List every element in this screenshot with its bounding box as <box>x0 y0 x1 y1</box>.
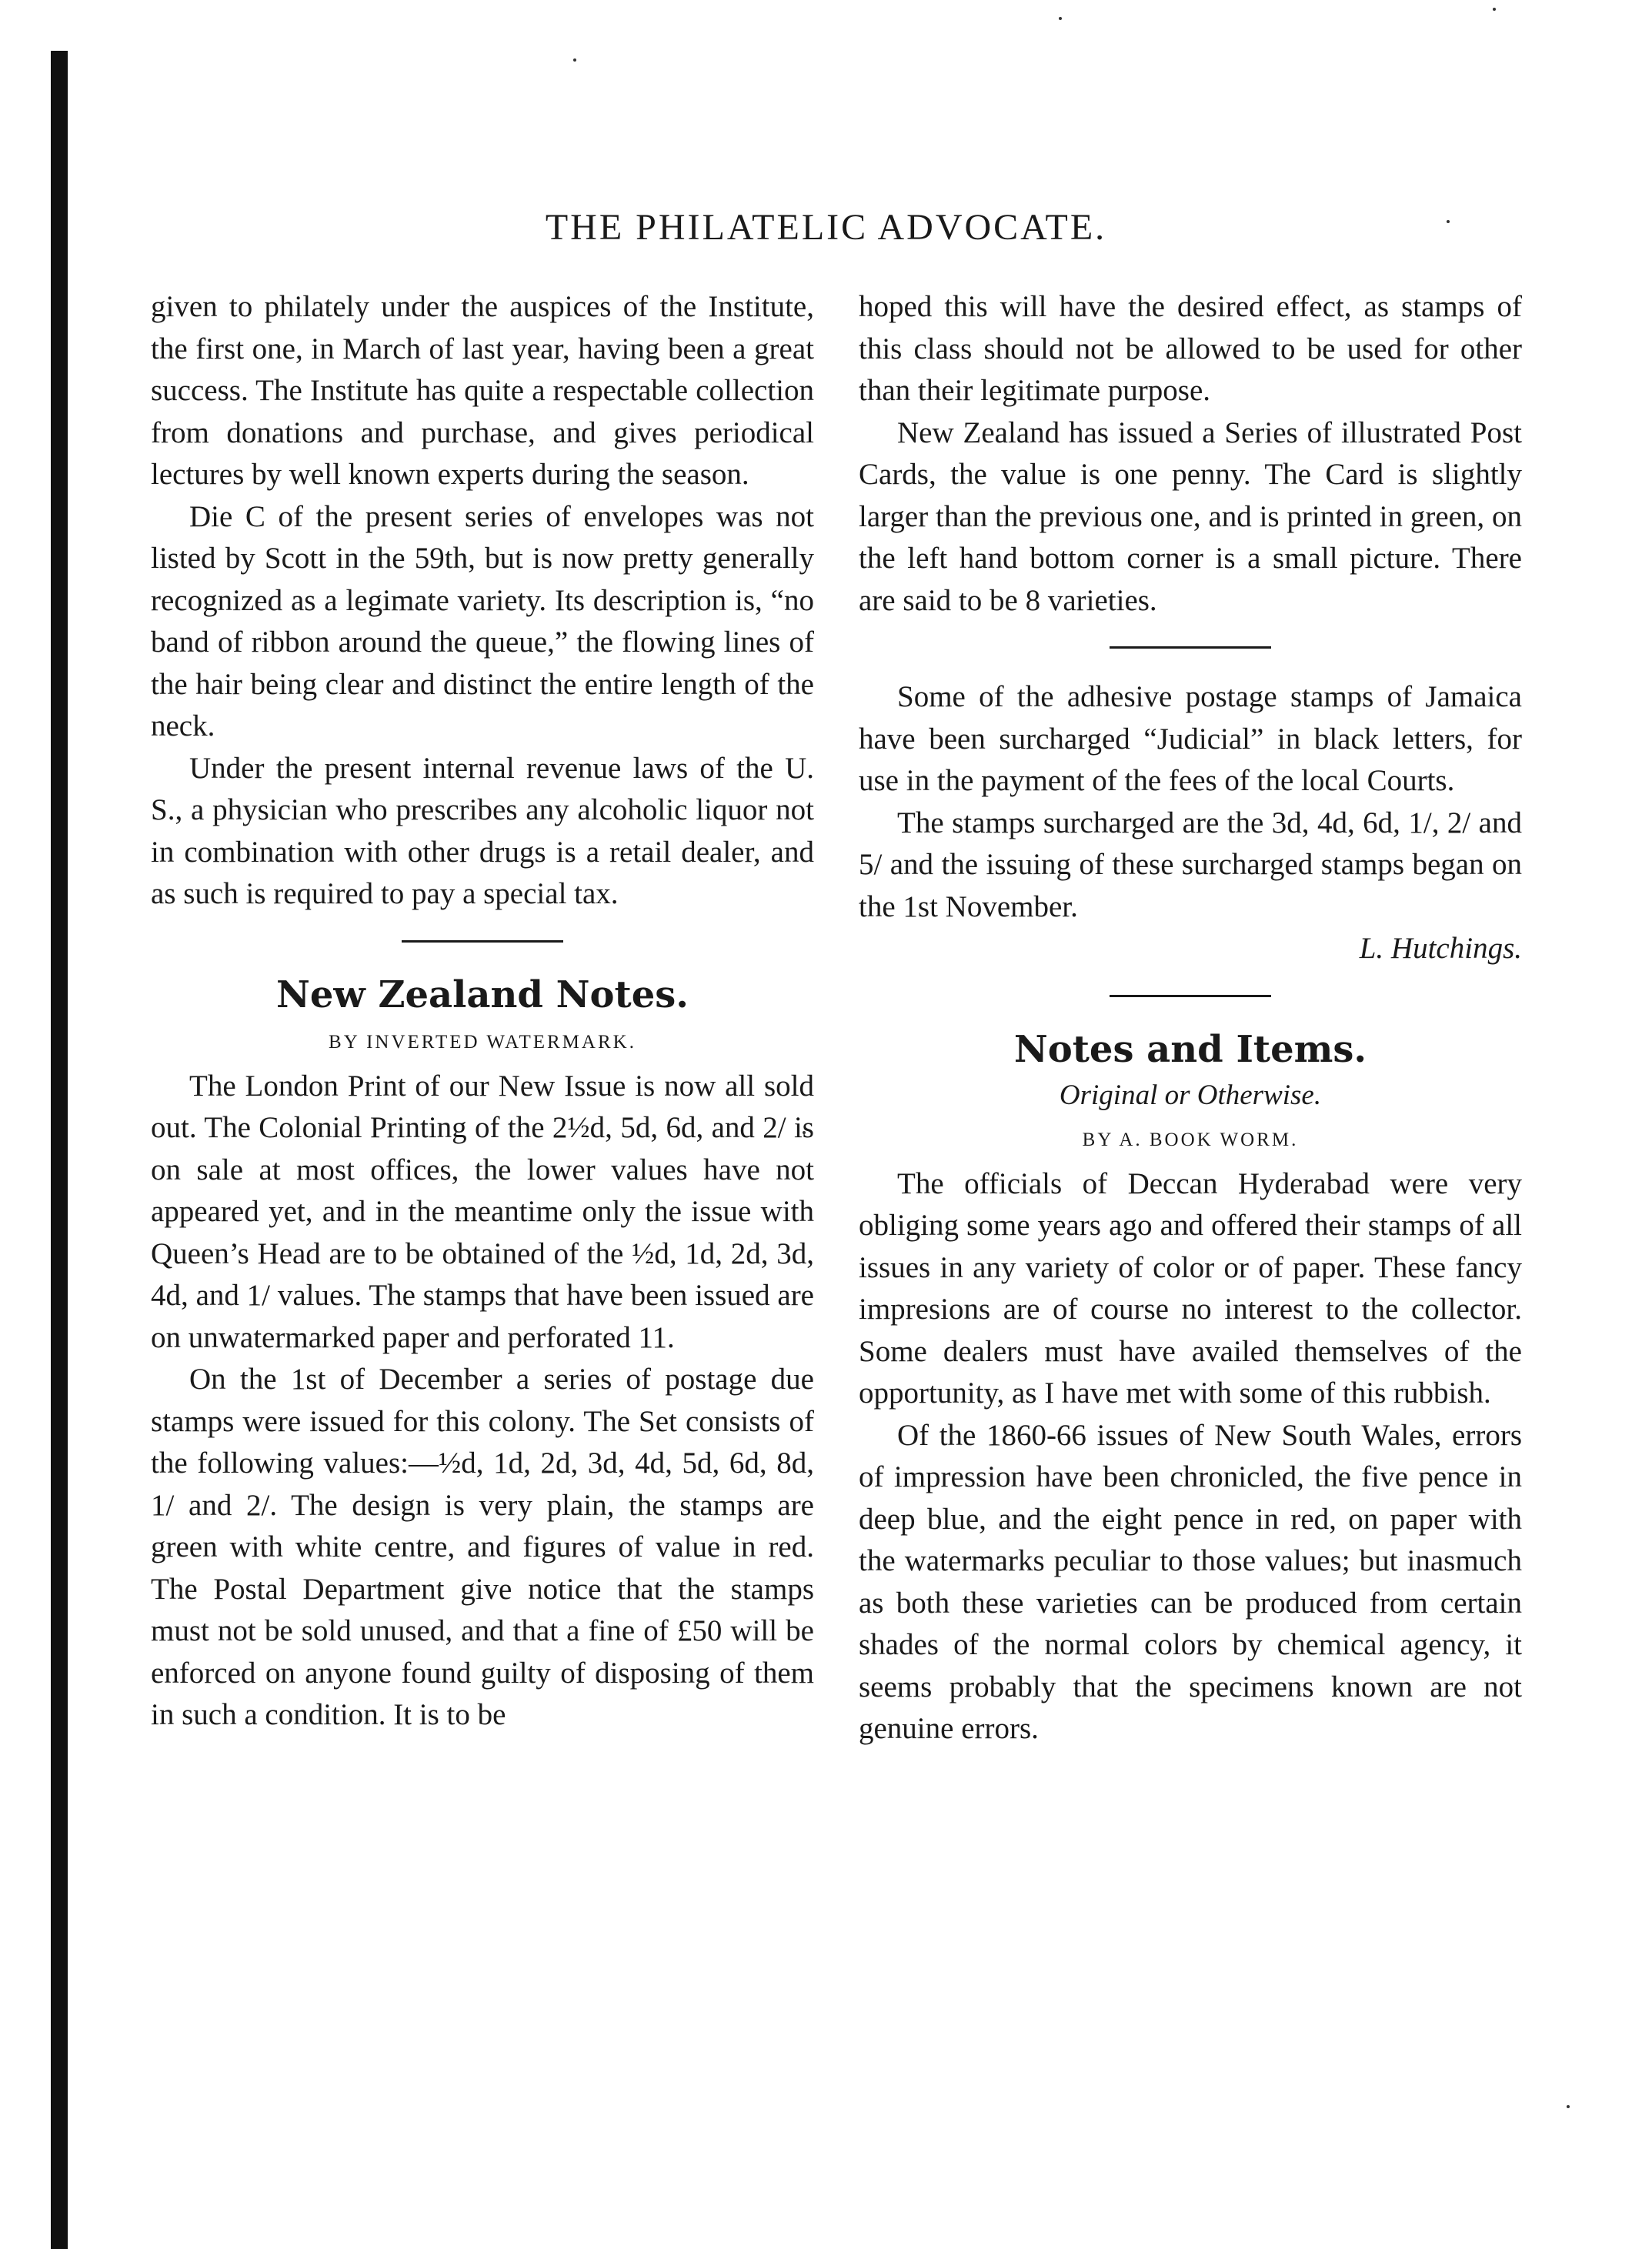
scan-speck <box>573 58 576 62</box>
paragraph: The stamps surcharged are the 3d, 4d, 6d, 1/, 2/ and 5/ and the issuing of these surcharged stamps began on the 1st November. <box>859 806 1522 923</box>
paragraph: New Zealand has issued a Series of illustrated Post Cards, the value is one penny. The Card is slightly larger than the previous one, and is printed in green, on the left hand bottom corner is a small picture. There are said to be 8 varieties. <box>859 415 1522 617</box>
signature-row <box>859 928 1522 970</box>
right-column <box>859 286 1522 1750</box>
paragraph: Die C of the present series of envelopes was not listed by Scott in the 59th, but is now pretty generally recognized as a legimate variety. Its description is, “no band of ribbon around the queue,” the flowing lines of the hair being clear and distinct the entire length of the neck. <box>151 499 814 742</box>
article-byline: BY INVERTED WATERMARK. <box>329 1031 636 1053</box>
scan-binding-edge <box>51 51 68 2249</box>
left-column <box>151 286 814 1737</box>
paragraph: The officials of Deccan Hyderabad were very obliging some years ago and offered their stamps of all issues in any variety of color or of paper. These fancy impresions are of course no interest to the collector. Some dealers must have availed themselves of the opportunity, as I have met with some of this rubbish. <box>859 1166 1522 1410</box>
paragraph: Of the 1860-66 issues of New South Wales, errors of impression have been chronicled, the five pence in deep blue, and the eight pence in red, on paper with the watermarks peculiar to those values; but inasmuch as both these varieties can be produced from certain shades of the normal colors by chemical agency, it seems probably that the specimens known are not genuine errors. <box>859 1418 1522 1745</box>
running-head: THE PHILATELIC ADVOCATE. <box>545 207 1107 248</box>
paragraph: given to philately under the auspices of the Institute, the first one, in March of last year, having been a great success. The Institute has quite a respectable collection from donations and purchase, and gives periodical lectures by well known experts during the season. <box>151 290 814 491</box>
signature: L. Hutchings. <box>1359 932 1522 965</box>
paragraph: Under the present internal revenue laws of the U. S., a physician who prescribes any alcoholic liquor not in combination with other drugs is a retail dealer, and as such is required to pay a special tax. <box>151 751 814 910</box>
section-divider <box>402 940 563 943</box>
paragraph: hoped this will have the desired effect, as stamps of this class should not be allowed to be used for other than their legitimate purpose. <box>859 290 1522 407</box>
article-title: Notes and Items. <box>1013 1027 1367 1071</box>
article-byline: BY A. BOOK WORM. <box>1082 1129 1299 1150</box>
scan-speck <box>1567 2105 1570 2108</box>
section-divider <box>1110 995 1271 997</box>
paragraph: The London Print of our New Issue is now all sold out. The Colonial Printing of the 2½d, 5d, 6d, and 2/ is on sale at most offices, the lower values have not appeared yet, and in the meantime only the issue with Queen’s Head are to be obtained of the ½d, 1d, 2d, 3d, 4d, and 1/ values. The stamps that have been issued are on unwatermarked paper and perforated 11. <box>151 1069 814 1354</box>
scan-speck <box>1493 8 1496 11</box>
article-subtitle: Original or Otherwise. <box>1059 1079 1322 1111</box>
paragraph: Some of the adhesive postage stamps of Jamaica have been surcharged “Judicial” in black letters, for use in the payment of the fees of the local Courts. <box>859 680 1522 797</box>
article-title: New Zealand Notes. <box>276 973 689 1016</box>
paragraph: On the 1st of December a series of postage due stamps were issued for this colony. The Set consists of the following values:—½d, 1d, 2d, 3d, 4d, 5d, 6d, 8d, 1/ and 2/. The design is very plain, the stamps are green with white centre, and figures of value in red. The Postal Department give notice that the stamps must not be sold unused, and that a fine of £50 will be enforced on anyone found guilty of disposing of them in such a condition. It is to be <box>151 1363 814 1731</box>
scan-speck <box>1059 17 1062 20</box>
section-divider <box>1110 646 1271 649</box>
